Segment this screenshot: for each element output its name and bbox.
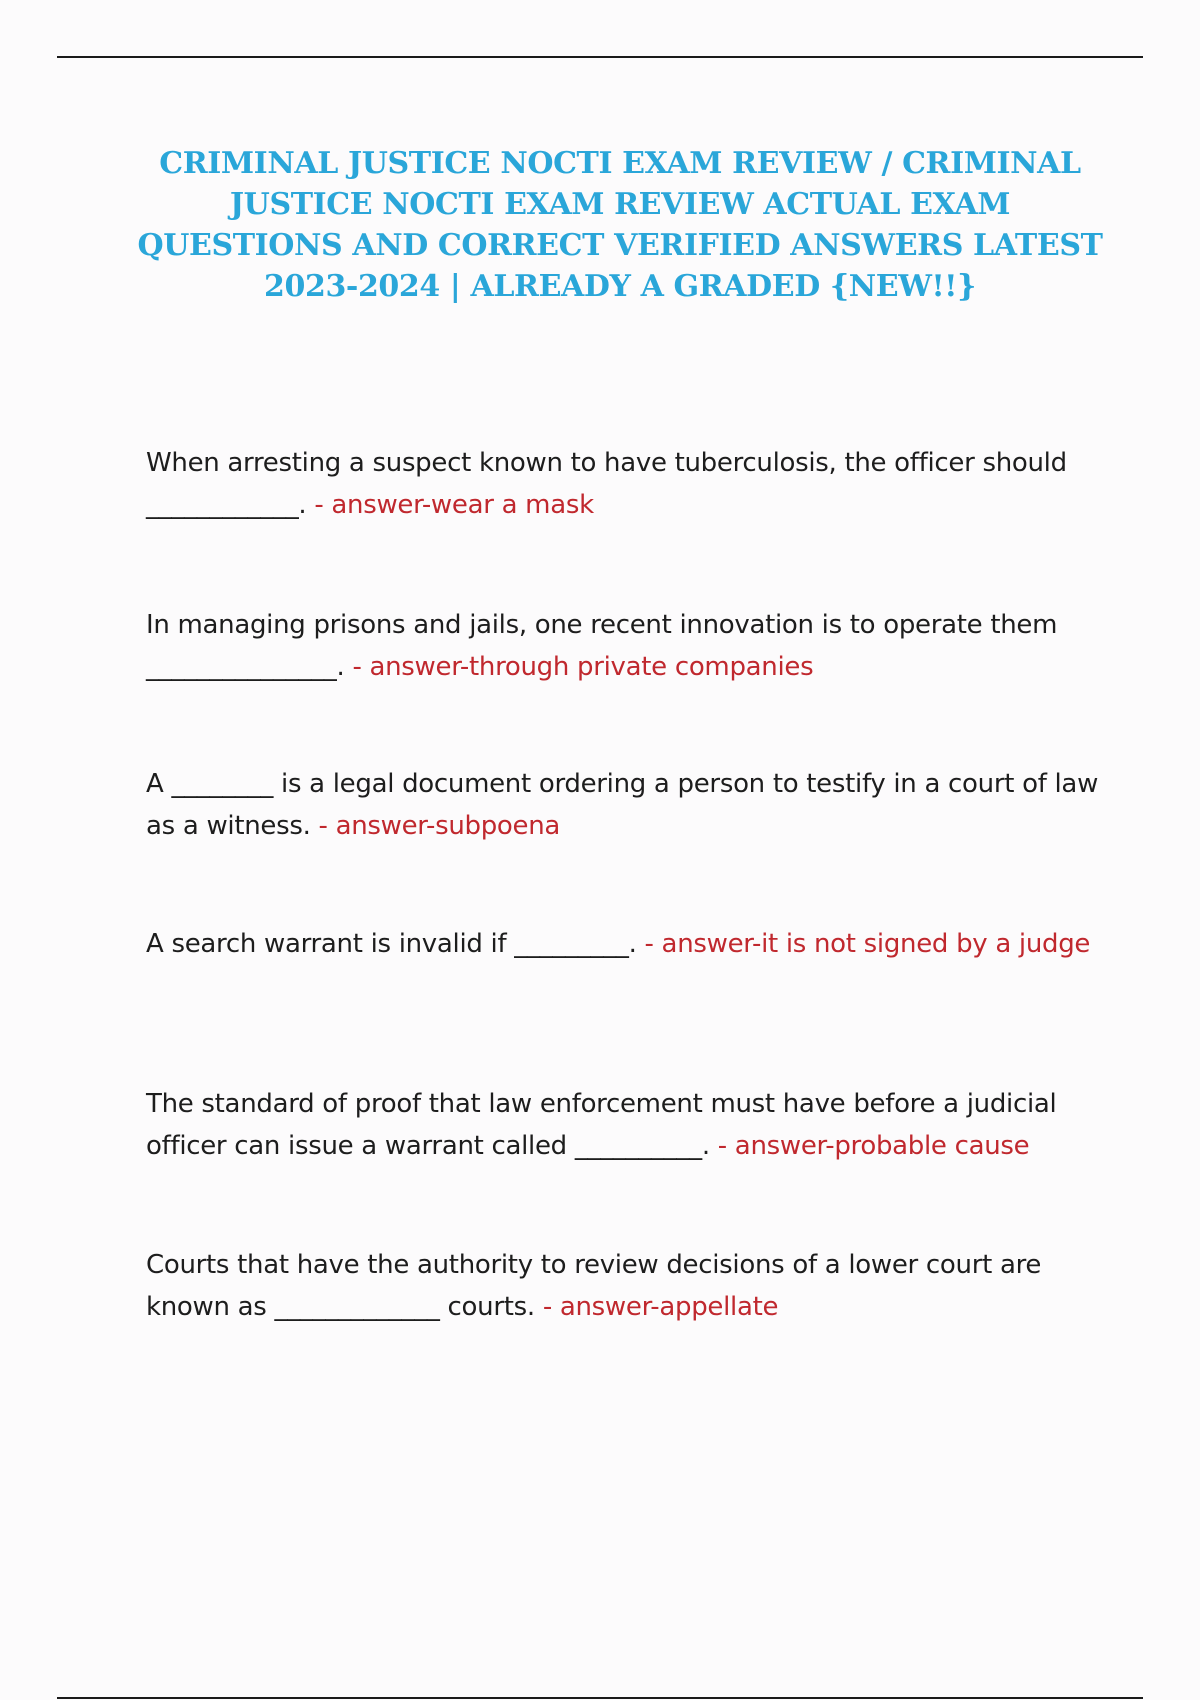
top-rule (57, 56, 1143, 58)
question-text: Courts that have the authority to review decisions of a lower court are known as _____________ courts. (146, 1250, 1042, 1322)
question-text: A ________ is a legal document ordering a person to testify in a court of law as a witness. (146, 769, 1099, 841)
question-text: When arresting a suspect known to have tuberculosis, the officer should ____________. (146, 448, 1067, 520)
answer-text: - answer-wear a mask (314, 490, 594, 520)
question-text: A search warrant is invalid if _________. (146, 929, 645, 959)
qa-item (146, 763, 1106, 847)
qa-item (146, 1083, 1106, 1167)
answer-text: - answer-through private companies (352, 652, 814, 682)
qa-item (146, 1244, 1106, 1328)
document-title: CRIMINAL JUSTICE NOCTI EXAM REVIEW / CRIMINAL JUSTICE NOCTI EXAM REVIEW ACTUAL EXAM QUESTIONS AND CORRECT VERIFIED ANSWERS LATEST 2023-2024 | ALREADY A GRADED {NEW!!} (137, 146, 1103, 304)
answer-text: - answer-appellate (542, 1292, 779, 1322)
qa-item (146, 442, 1106, 526)
answer-text: - answer-probable cause (717, 1131, 1030, 1161)
bottom-rule (57, 1697, 1143, 1699)
qa-item (146, 604, 1106, 688)
answer-text: - answer-subpoena (318, 811, 561, 841)
answer-text: - answer-it is not signed by a judge (644, 929, 1091, 959)
question-text: The standard of proof that law enforcement must have before a judicial officer can issue a warrant called __________. (146, 1089, 1057, 1161)
qa-item (146, 923, 1106, 965)
question-text: In managing prisons and jails, one recent innovation is to operate them _______________. (146, 610, 1058, 682)
